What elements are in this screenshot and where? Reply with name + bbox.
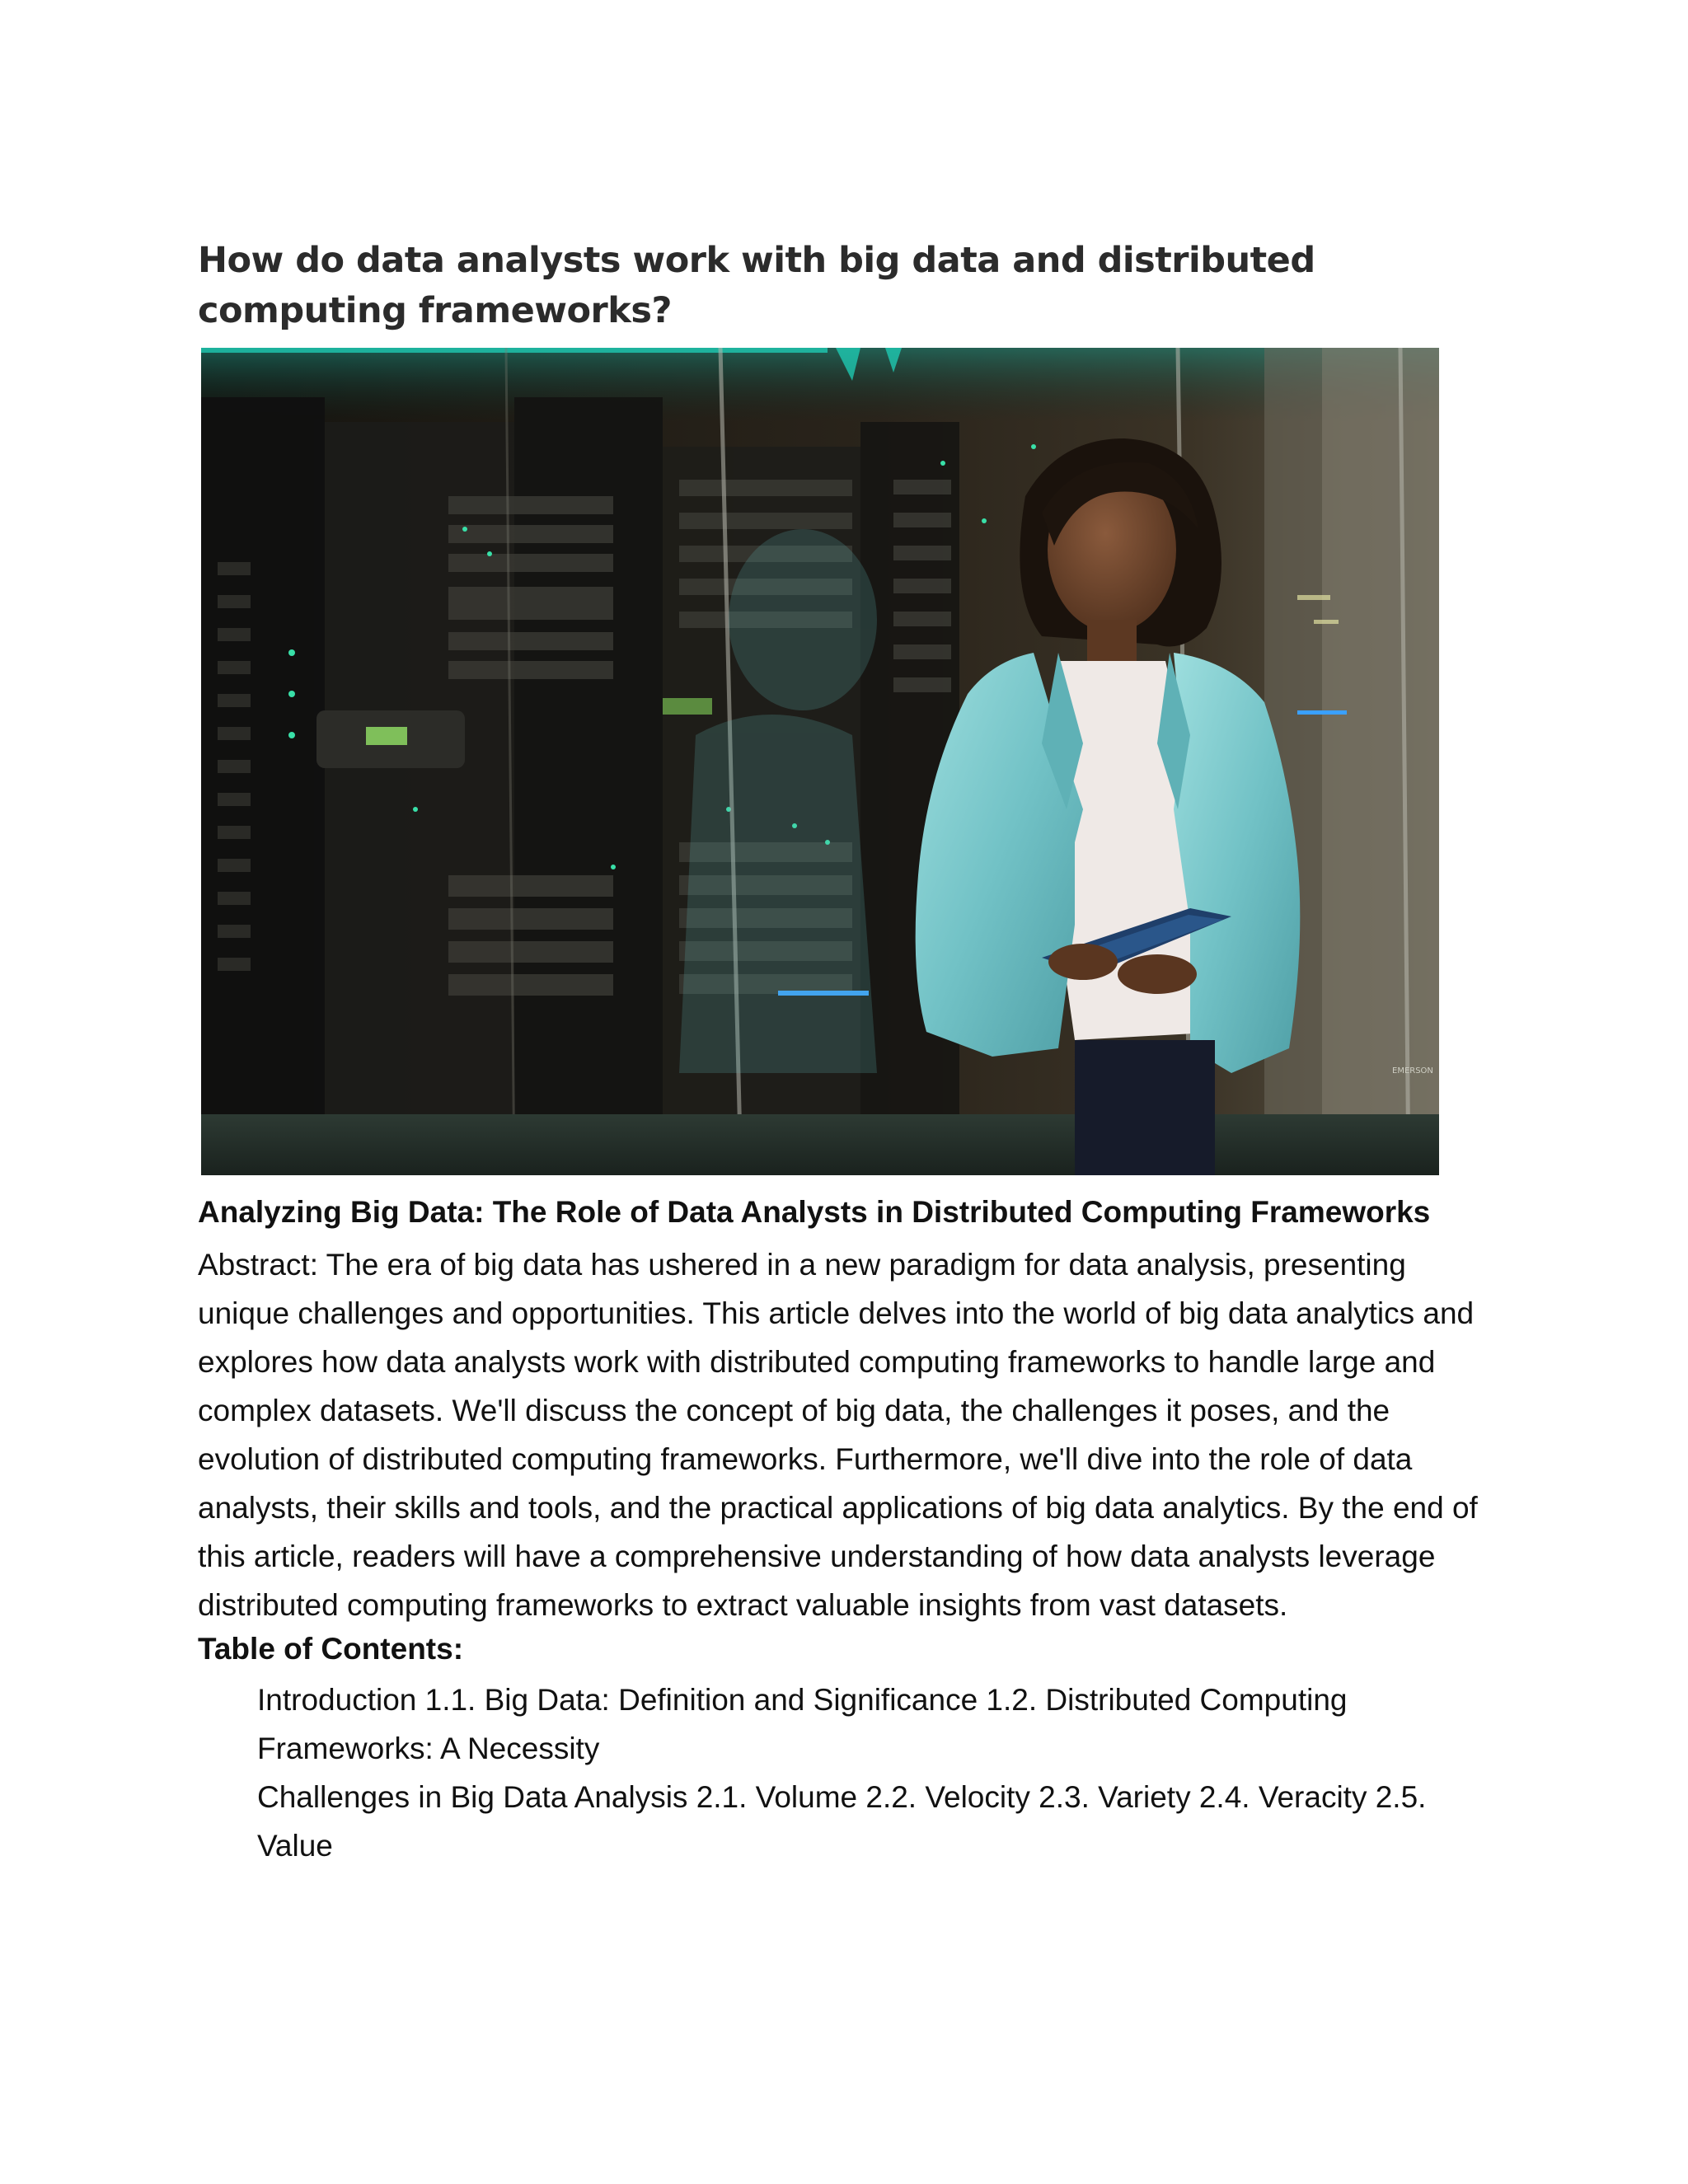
- server-room-photo: [201, 348, 1439, 1175]
- abstract-paragraph: Abstract: The era of big data has ushered in a new paradigm for data analysis, presenting unique challenges and opportunities. This article delves into the world of big data analytics and explores how data analysts work with distributed computing frameworks to handle large and complex datasets. We'll discuss the concept of big data, the challenges it poses, and the evolution of distributed computing frameworks. Furthermore, we'll dive into the role of data analysts, their skills and tools, and the practical applications of big data analytics. By the end of this article, readers will have a comprehensive understanding of how data analysts leverage distributed computing frameworks to extract valuable insights from vast datasets.: [198, 1248, 1478, 1622]
- page-title: How do data analysts work with big data and distributed computing frameworks?: [198, 240, 1315, 331]
- toc-item-challenges: Challenges in Big Data Analysis 2.1. Volume 2.2. Velocity 2.3. Variety 2.4. Veracity 2.5. Value: [257, 1780, 1427, 1863]
- server-room-illustration: [201, 348, 1439, 1175]
- rack-brand-label: EMERSON: [1392, 1066, 1433, 1076]
- toc-item-introduction: Introduction 1.1. Big Data: Definition and Significance 1.2. Distributed Computing Frameworks: A Necessity: [257, 1683, 1348, 1765]
- toc-heading: Table of Contents:: [198, 1632, 464, 1666]
- article-subtitle: Analyzing Big Data: The Role of Data Analysts in Distributed Computing Frameworks: [198, 1195, 1431, 1229]
- table-of-contents: [257, 1675, 1469, 1870]
